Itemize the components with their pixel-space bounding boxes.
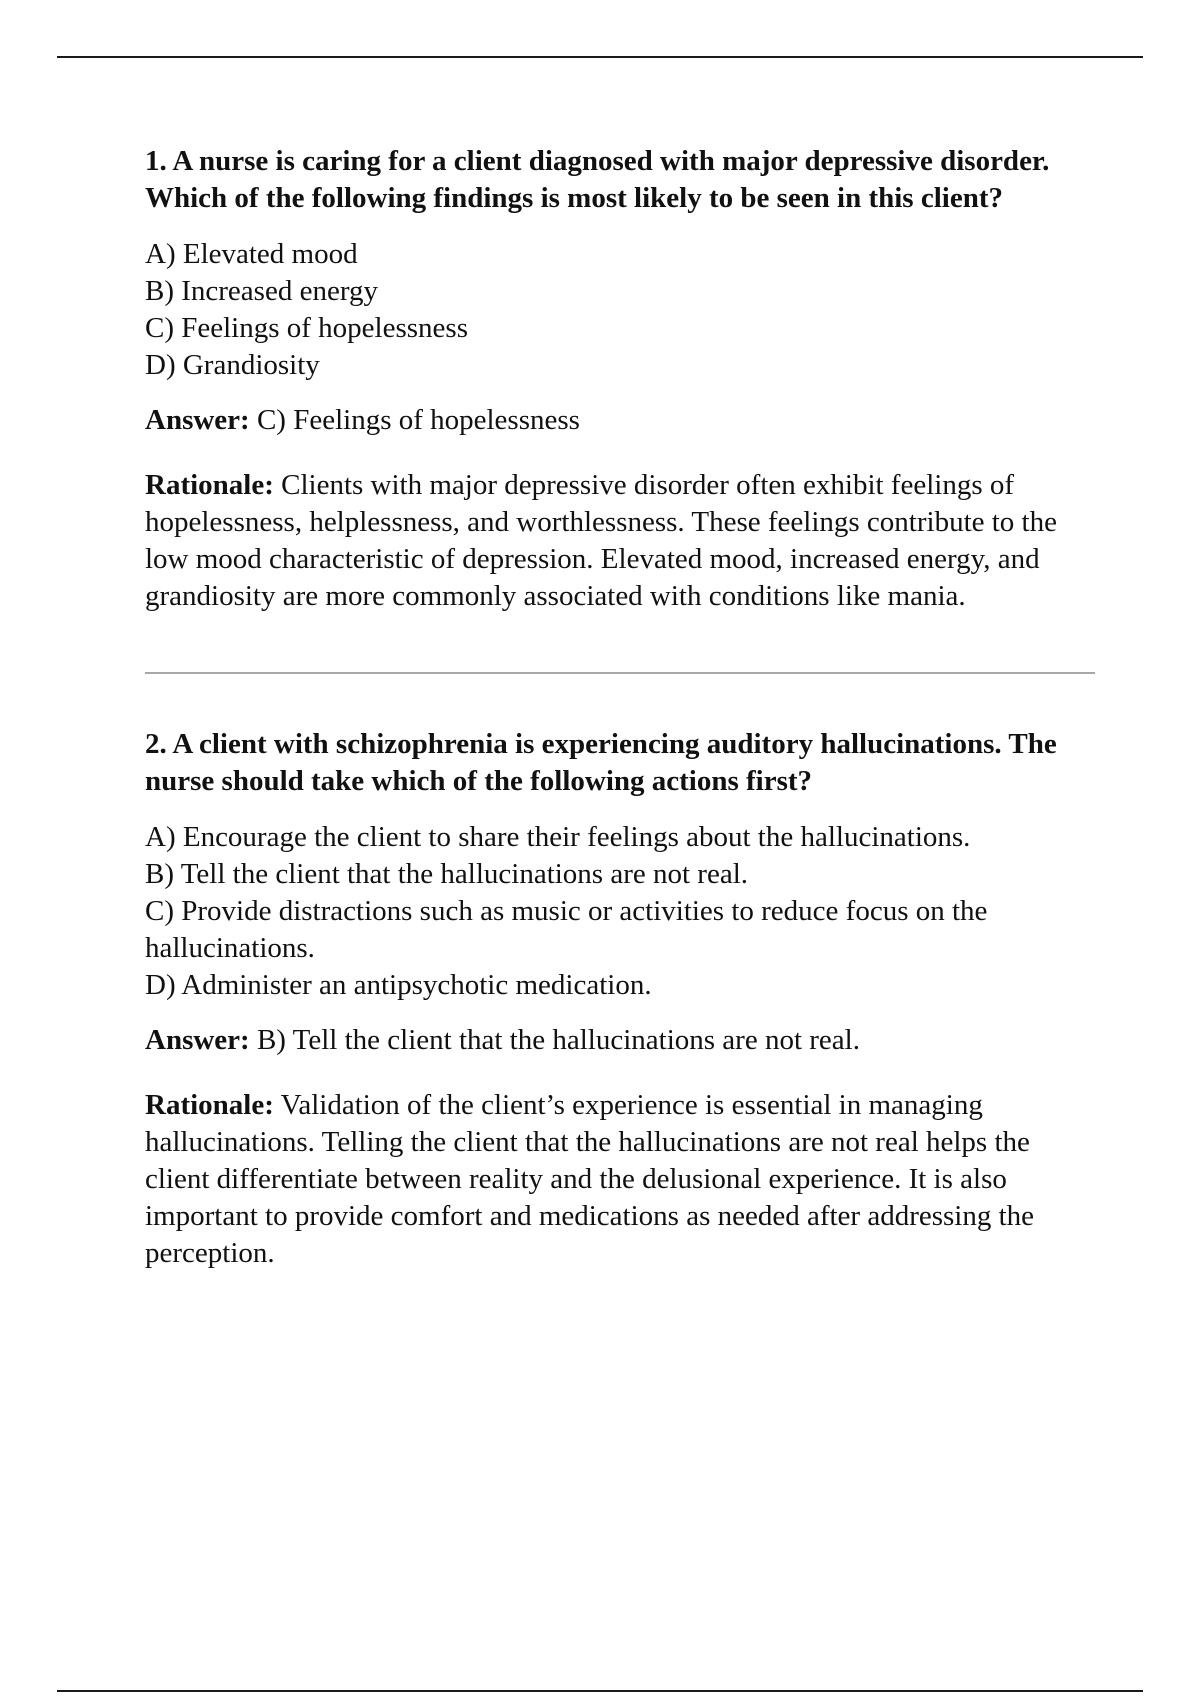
section-divider <box>145 672 1095 674</box>
rationale-label: Rationale: <box>145 469 274 501</box>
answer-label: Answer: <box>145 1024 250 1056</box>
page-bottom-rule <box>57 1690 1143 1692</box>
option-d: D) Grandiosity <box>145 349 320 381</box>
option-a: A) Encourage the client to share their feelings about the hallucinations. <box>145 821 971 853</box>
option-d: D) Administer an antipsychotic medication. <box>145 969 652 1001</box>
question-text: 2. A client with schizophrenia is experiencing auditory hallucinations. The nurse should take which of the following actions first? <box>145 728 1057 797</box>
question-block-1 <box>145 143 1095 615</box>
option-b: B) Increased energy <box>145 275 378 307</box>
page-top-rule <box>57 56 1143 58</box>
question-text: 1. A nurse is caring for a client diagnosed with major depressive disorder. Which of the following findings is most likely to be seen in this client? <box>145 145 1050 214</box>
answer-options <box>145 819 1095 1004</box>
option-c: C) Provide distractions such as music or activities to reduce focus on the hallucinations. <box>145 895 988 964</box>
document-body <box>145 143 1095 1272</box>
option-b: B) Tell the client that the hallucinations are not real. <box>145 858 749 890</box>
rationale-paragraph <box>145 1087 1095 1272</box>
question-block-2 <box>145 726 1095 1272</box>
rationale-label: Rationale: <box>145 1089 274 1121</box>
rationale-paragraph <box>145 467 1095 615</box>
rationale-text: Validation of the client’s experience is essential in managing hallucinations. Telling the client that the hallucinations are not real helps the client differentiate between reality and the delusional experience. It is also important to provide comfort and medications as needed after addressing the perception. <box>145 1089 1035 1269</box>
answer-value: C) Feelings of hopelessness <box>256 404 580 436</box>
answer-line <box>145 402 1095 439</box>
answer-label: Answer: <box>145 404 250 436</box>
answer-options <box>145 236 1095 384</box>
option-c: C) Feelings of hopelessness <box>145 312 468 344</box>
option-a: A) Elevated mood <box>145 238 358 270</box>
answer-line <box>145 1022 1095 1059</box>
rationale-text: Clients with major depressive disorder often exhibit feelings of hopelessness, helplessness, and worthlessness. These feelings contribute to the low mood characteristic of depression. Elevated mood, increased energy, and grandiosity are more commonly associated with conditions like mania. <box>145 469 1057 612</box>
answer-value: B) Tell the client that the hallucinations are not real. <box>256 1024 860 1056</box>
